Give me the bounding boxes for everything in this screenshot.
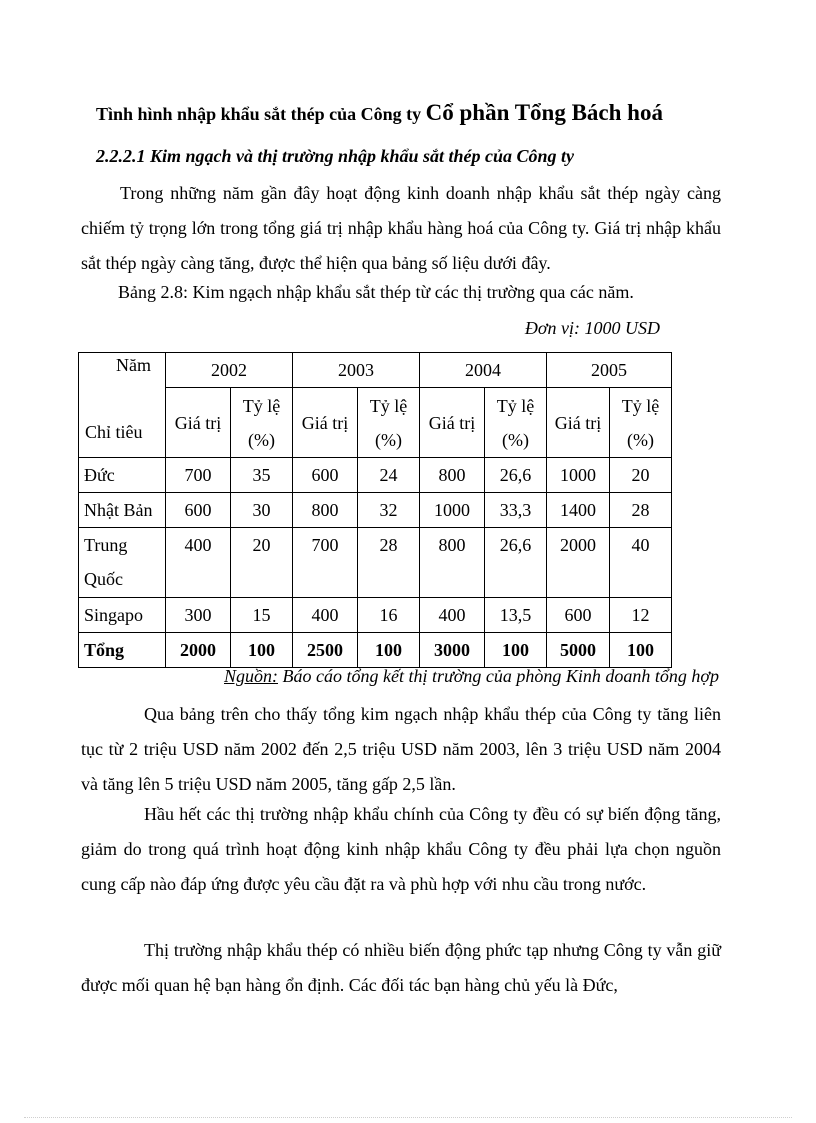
table-cell: 3000 [420, 633, 485, 668]
table-cell: 13,5 [485, 598, 547, 633]
year-header: 2002 [166, 353, 293, 388]
table-cell: 1000 [547, 458, 610, 493]
table-cell: 1400 [547, 493, 610, 528]
table-cell: 700 [166, 458, 231, 493]
paragraph-analysis-1: Qua bảng trên cho thấy tổng kim ngạch nhập khẩu thép của Công ty tăng liên tục từ 2 triệu USD năm 2002 đến 2,5 triệu USD năm 2003, lên 3 triệu USD năm 2004 và tăng lên 5 triệu USD năm 2005, tăng gấp 2,5 lần. [81, 704, 721, 794]
table-cell: 30 [231, 493, 293, 528]
table-cell: 33,3 [485, 493, 547, 528]
corner-year-label: Năm [116, 355, 151, 375]
header-part2: Cổ phần Tổng Bách hoá [425, 100, 663, 125]
table-row [79, 598, 672, 633]
col-value-header: Giá trị [166, 388, 231, 458]
table-cell: 26,6 [485, 528, 547, 598]
table-cell: 100 [485, 633, 547, 668]
year-header: 2004 [420, 353, 547, 388]
table-cell: 28 [358, 528, 420, 598]
col-ratio-header: Tỷ lệ (%) [231, 388, 293, 458]
col-ratio-header: Tỷ lệ (%) [485, 388, 547, 458]
row-label: Tổng [79, 633, 166, 668]
table-total-row [79, 633, 672, 668]
table-cell: 700 [293, 528, 358, 598]
page-bottom-border [24, 1117, 792, 1118]
table-cell: 400 [166, 528, 231, 598]
table-cell: 800 [420, 458, 485, 493]
table-cell: 20 [610, 458, 672, 493]
table-source [224, 666, 719, 687]
table-cell: 26,6 [485, 458, 547, 493]
corner-indicator-label: Chỉ tiêu [85, 422, 143, 442]
col-value-header: Giá trị [293, 388, 358, 458]
col-ratio-header: Tỷ lệ (%) [610, 388, 672, 458]
table-cell: 800 [293, 493, 358, 528]
table-cell: 2500 [293, 633, 358, 668]
header-part1: Tình hình nhập khẩu sắt thép của Công ty [96, 104, 426, 124]
table-cell: 800 [420, 528, 485, 598]
table-row [79, 528, 672, 598]
table-row [79, 458, 672, 493]
table-cell: 400 [293, 598, 358, 633]
row-label: Đức [79, 458, 166, 493]
table-header-row [79, 353, 672, 388]
section-title: 2.2.2.1 Kim ngạch và thị trường nhập khẩu sắt thép của Công ty [96, 146, 575, 166]
table-cell: 1000 [420, 493, 485, 528]
year-header: 2003 [293, 353, 420, 388]
year-header: 2005 [547, 353, 672, 388]
paragraph-analysis-2: Hầu hết các thị trường nhập khẩu chính của Công ty đều có sự biến động tăng, giảm do trong quá trình hoạt động kinh nhập khẩu Công ty đều phải lựa chọn nguồn cung cấp nào đáp ứng được yêu cầu đặt ra và phù hợp với nhu cầu trong nước. [81, 804, 721, 894]
table-unit: Đơn vị: 1000 USD [524, 318, 660, 338]
table-cell: 28 [610, 493, 672, 528]
table-cell: 5000 [547, 633, 610, 668]
table-cell: 40 [610, 528, 672, 598]
col-value-header: Giá trị [420, 388, 485, 458]
table-corner-cell [79, 353, 166, 458]
table-cell: 100 [610, 633, 672, 668]
table-cell: 2000 [547, 528, 610, 598]
source-label: Nguồn: [224, 666, 278, 686]
table-row [79, 493, 672, 528]
document-header [96, 100, 663, 126]
col-ratio-header: Tỷ lệ (%) [358, 388, 420, 458]
table-cell: 32 [358, 493, 420, 528]
table-cell: 600 [293, 458, 358, 493]
import-table [78, 352, 672, 668]
paragraph-analysis-3: Thị trường nhập khẩu thép có nhiều biến động phức tạp nhưng Công ty vẫn giữ được mối quan hệ bạn hàng ổn định. Các đối tác bạn hàng chủ yếu là Đức, [81, 940, 721, 995]
table-cell: 600 [547, 598, 610, 633]
table-subheader-row [79, 388, 672, 458]
table-cell: 100 [358, 633, 420, 668]
table-cell: 35 [231, 458, 293, 493]
table-cell: 300 [166, 598, 231, 633]
source-text: Báo cáo tổng kết thị trường của phòng Kinh doanh tổng hợp [278, 666, 719, 686]
col-value-header: Giá trị [547, 388, 610, 458]
table-cell: 400 [420, 598, 485, 633]
table-cell: 100 [231, 633, 293, 668]
table-cell: 15 [231, 598, 293, 633]
row-label: Nhật Bản [79, 493, 166, 528]
row-label: Singapo [79, 598, 166, 633]
table-cell: 12 [610, 598, 672, 633]
paragraph-intro: Trong những năm gần đây hoạt động kinh doanh nhập khẩu sắt thép ngày càng chiếm tỷ trọng lớn trong tổng giá trị nhập khẩu hàng hoá của Công ty. Giá trị nhập khẩu sắt thép ngày càng tăng, được thể hiện qua bảng số liệu dưới đây. [81, 183, 721, 273]
row-label: Trung Quốc [79, 528, 166, 598]
table-cell: 20 [231, 528, 293, 598]
table-caption: Bảng 2.8: Kim ngạch nhập khẩu sắt thép từ các thị trường qua các năm. [118, 282, 634, 302]
table-cell: 2000 [166, 633, 231, 668]
table-cell: 600 [166, 493, 231, 528]
table-cell: 16 [358, 598, 420, 633]
table-cell: 24 [358, 458, 420, 493]
